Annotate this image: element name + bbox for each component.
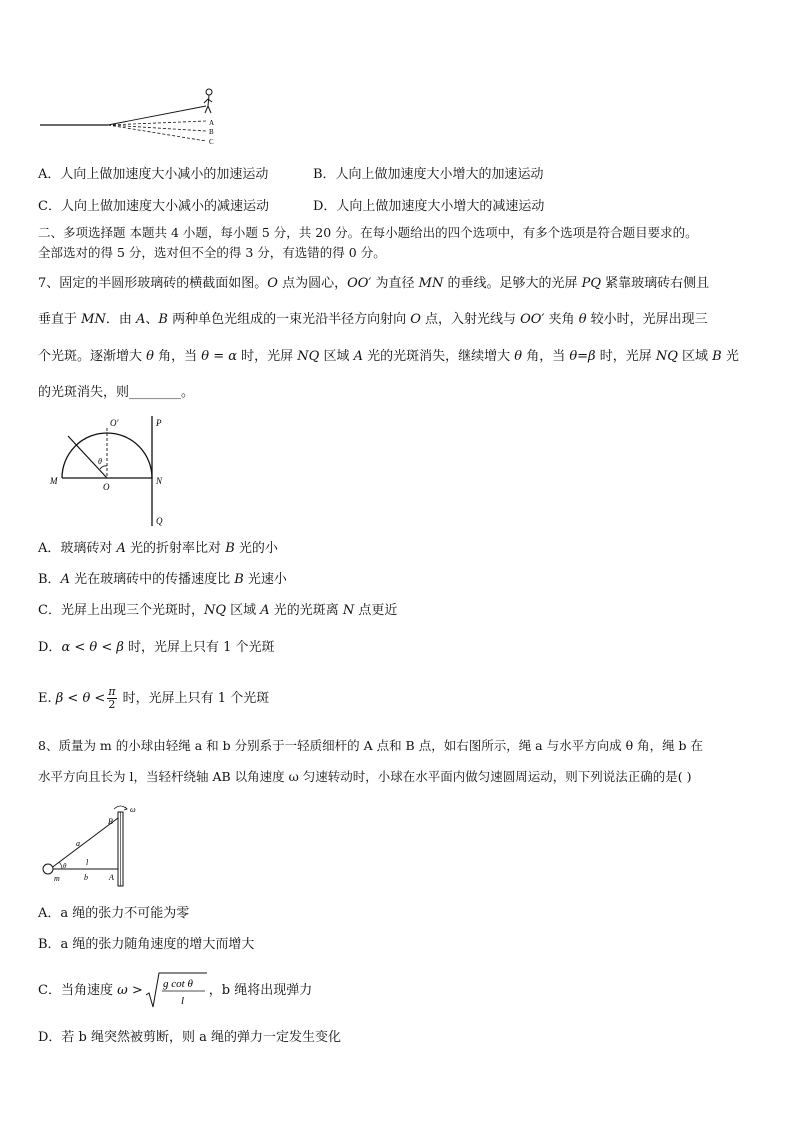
fig7-label-o: O bbox=[103, 482, 110, 492]
fig8-label-theta: θ bbox=[63, 862, 67, 870]
fig7-label-m: M bbox=[50, 476, 58, 486]
q7-option-e: E. β < θ < $\frac{\pi}{2}$ 时，光屏上只有 1 个光斑 bbox=[38, 685, 270, 711]
rotating-rod-figure bbox=[38, 802, 150, 890]
q7-option-a: A．玻璃砖对 A 光的折射率比对 B 光的小 bbox=[38, 541, 278, 556]
q7-option-d: D．α < θ < β 时，光屏上只有 1 个光斑 bbox=[38, 640, 275, 655]
q7-stem-line2: 垂直于 MN．由 A、B 两种单色光组成的一束光沿半径方向射向 O 点，入射光线与 OO′ 夹角 θ 较小时，光屏出现三 bbox=[38, 312, 708, 327]
sqrt-denominator: l bbox=[180, 994, 184, 1007]
q7-option-b: B．A 光在玻璃砖中的传播速度比 B 光速小 bbox=[38, 572, 287, 587]
q6-option-b: B．人向上做加速度大小增大的加速运动 bbox=[313, 167, 544, 182]
fig8-label-a-point: A bbox=[109, 873, 114, 882]
q6-option-a: A．人向上做加速度大小减小的加速运动 bbox=[38, 167, 269, 182]
q8-option-a: A．a 绳的张力不可能为零 bbox=[38, 906, 190, 921]
q7-stem-line3: 个光斑。逐渐增大 θ 角，当 θ = α 时，光屏 NQ 区域 A 光的光斑消失，继续增大 θ 角，当 θ=β 时，光屏 NQ 区域 B 光 bbox=[38, 349, 739, 364]
fig8-label-m: m bbox=[54, 874, 60, 883]
q8-option-c: C．当角速度 ω > g cot θ l ，b 绳将出现弹力 bbox=[38, 970, 312, 1012]
fig8-label-b-point: B bbox=[108, 817, 113, 826]
fig-label-a: A bbox=[209, 119, 215, 127]
semicircle-glass-figure bbox=[48, 410, 178, 532]
q7-stem-line1: 7、固定的半圆形玻璃砖的横截面如图。O 点为圆心，OO′ 为直径 MN 的垂线。足够大的光屏 PQ 紧靠玻璃砖右侧且 bbox=[38, 276, 710, 291]
q6-option-c: C．人向上做加速度大小减小的减速运动 bbox=[38, 199, 269, 214]
sqrt-numerator: g cot θ bbox=[162, 977, 193, 990]
elastic-rope-figure bbox=[38, 86, 228, 152]
fig7-label-q: Q bbox=[156, 516, 163, 526]
sqrt-expression bbox=[145, 971, 207, 1011]
section2-line1: 二、多项选择题 本题共 4 小题，每小题 5 分，共 20 分。在每小题给出的四个选项中，有多个选项是符合题目要求的。 bbox=[38, 225, 698, 240]
fig8-label-l: l bbox=[86, 858, 89, 867]
fig-label-c: C bbox=[209, 138, 214, 146]
fig7-label-o-prime: O′ bbox=[110, 418, 119, 428]
fig7-label-n: N bbox=[156, 476, 163, 486]
q7-stem-line4: 的光斑消失，则________。 bbox=[38, 385, 195, 400]
q8-stem-line1: 8、质量为 m 的小球由轻绳 a 和 b 分别系于一轻质细杆的 A 点和 B 点，如右图所示，绳 a 与水平方向成 θ 角，绳 b 在 bbox=[38, 738, 704, 753]
fig8-label-omega: ω bbox=[130, 805, 136, 814]
q8-option-b: B．a 绳的张力随角速度的增大而增大 bbox=[38, 937, 255, 952]
q7-option-c: C．光屏上出现三个光斑时，NQ 区域 A 光的光斑离 N 点更近 bbox=[38, 603, 398, 618]
fig7-label-p: P bbox=[156, 418, 162, 428]
fig8-label-rope-a: a bbox=[76, 839, 80, 848]
fig7-label-theta: θ bbox=[98, 457, 102, 466]
fig8-label-rope-b: b bbox=[84, 873, 88, 882]
fig-label-b: B bbox=[209, 128, 214, 136]
q6-option-d: D．人向上做加速度大小增大的减速运动 bbox=[313, 199, 545, 214]
q8-option-d: D．若 b 绳突然被剪断，则 a 绳的弹力一定发生变化 bbox=[38, 1030, 342, 1045]
q8-stem-line2: 水平方向且长为 l，当轻杆绕轴 AB 以角速度 ω 匀速转动时，小球在水平面内做匀速圆周运动，则下列说法正确的是( ) bbox=[38, 769, 692, 784]
section2-line2: 全部选对的得 5 分，选对但不全的得 3 分，有选错的得 0 分。 bbox=[38, 245, 386, 260]
